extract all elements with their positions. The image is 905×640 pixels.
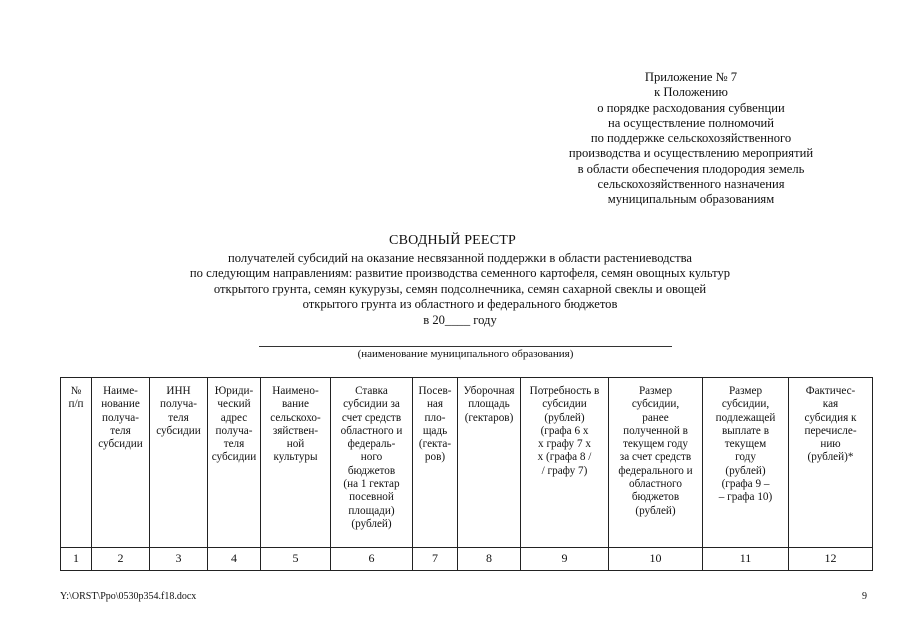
table-header-row xyxy=(61,378,873,548)
municipality-blank-line xyxy=(259,346,672,347)
header-cell: Размер субсидии, подлежащей выплате в текущем году (рублей) (графа 9 – – графа 10) xyxy=(703,378,789,548)
column-number: 1 xyxy=(61,548,92,571)
registry-table xyxy=(60,377,873,571)
page-number: 9 xyxy=(862,591,867,602)
appendix-line: по поддержке сельскохозяйственного xyxy=(590,131,792,146)
header-cell: ИНН получа- теля субсидии xyxy=(150,378,208,548)
column-number: 11 xyxy=(703,548,789,571)
subtitle-line: открытого грунта, семян кукурузы, семян подсолнечника, семян сахарной свеклы и овощей xyxy=(213,281,707,296)
header-cell: Уборочная площадь (гектаров) xyxy=(458,378,521,548)
subtitle-line: по следующим направлениям: развитие производства семенного картофеля, семян овощных культур xyxy=(189,266,731,281)
appendix-line: сельскохозяйственного назначения xyxy=(597,177,785,192)
header-cell: Ставка субсидии за счет средств областного и федераль- ного бюджетов (на 1 гектар посевной площади) (рублей) xyxy=(331,378,413,548)
municipality-caption: (наименование муниципального образования) xyxy=(357,348,574,360)
header-cell: Наиме- нование получа- теля субсидии xyxy=(92,378,150,548)
column-number: 4 xyxy=(208,548,261,571)
header-cell: Фактичес- кая субсидия к перечисле- нию (рублей)* xyxy=(789,378,873,548)
appendix-block xyxy=(530,70,852,208)
document-title: СВОДНЫЙ РЕЕСТР xyxy=(389,233,516,248)
subtitle-line: открытого грунта из областного и федерального бюджетов xyxy=(302,297,618,312)
subtitle-line: в 20____ году xyxy=(423,312,497,327)
subtitle-line: получателей субсидий на оказание несвязанной поддержки в области растениеводства xyxy=(227,251,693,265)
column-number: 9 xyxy=(521,548,609,571)
header-cell: Размер субсидии, ранее полученной в текущем году за счет средств федерального и областного бюджетов (рублей) xyxy=(609,378,703,548)
header-cell: Потребность в субсидии (рублей) (графа 6 х х графу 7 х х (графа 8 / / графу 7) xyxy=(521,378,609,548)
column-number: 7 xyxy=(413,548,458,571)
column-number-row xyxy=(61,548,873,571)
header-cell: Наимено- вание сельскохо- зяйствен- ной культуры xyxy=(261,378,331,548)
appendix-line: на осуществление полномочий xyxy=(607,115,775,130)
header-cell: Юриди- ческий адрес получа- теля субсидии xyxy=(208,378,261,548)
column-number: 2 xyxy=(92,548,150,571)
column-number: 8 xyxy=(458,548,521,571)
appendix-line: Приложение № 7 xyxy=(644,70,738,84)
footer-file-path: Y:\ORST\Ppo\0530p354.f18.docx xyxy=(60,591,197,602)
appendix-line: производства и осуществлению мероприятий xyxy=(568,146,814,161)
column-number: 3 xyxy=(150,548,208,571)
appendix-line: к Положению xyxy=(654,85,728,100)
appendix-line: в области обеспечения плодородия земель xyxy=(577,161,805,176)
header-cell: Посев- ная пло- щадь (гекта- ров) xyxy=(413,378,458,548)
column-number: 12 xyxy=(789,548,873,571)
document-subtitle xyxy=(100,251,820,328)
appendix-line: муниципальным образованиям xyxy=(607,192,775,207)
column-number: 5 xyxy=(261,548,331,571)
header-cell: № п/п xyxy=(61,378,92,548)
column-number: 10 xyxy=(609,548,703,571)
appendix-line: о порядке расходования субвенции xyxy=(597,100,785,115)
column-number: 6 xyxy=(331,548,413,571)
